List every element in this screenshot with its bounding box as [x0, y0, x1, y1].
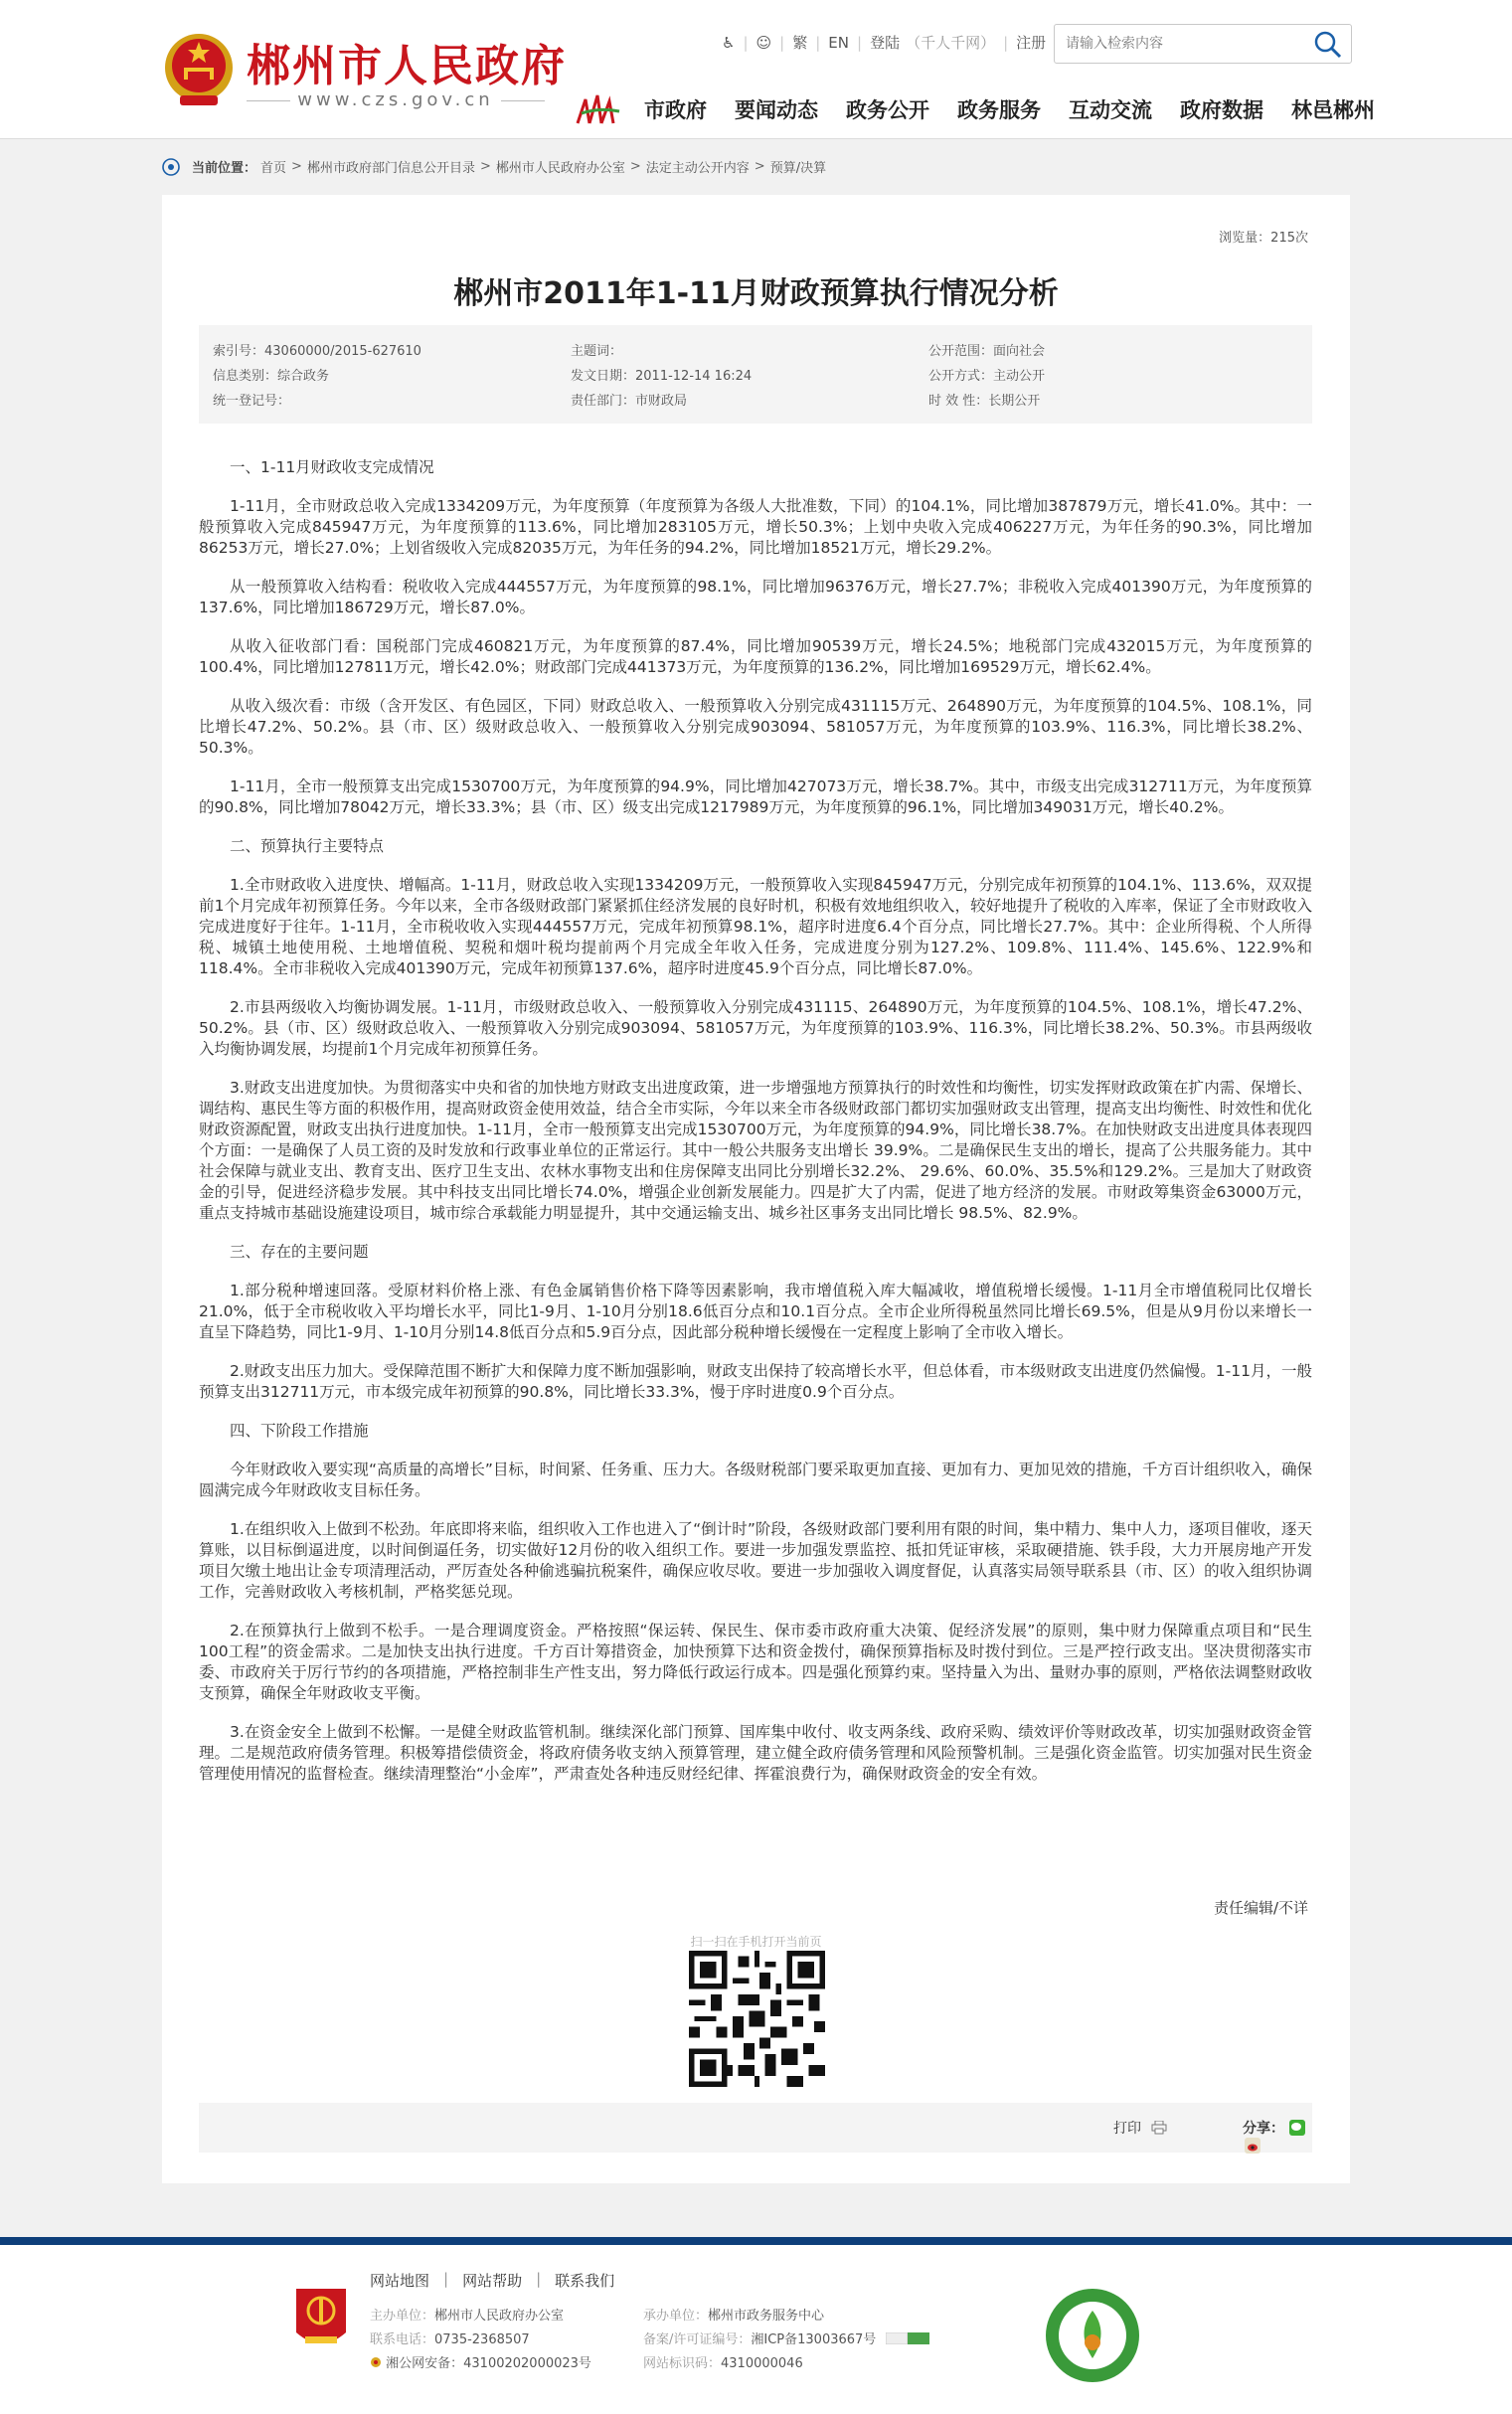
english-link[interactable]: EN — [828, 33, 849, 52]
meta-method: 公开方式：主动公开 — [928, 369, 1046, 384]
article-paragraph: 1.全市财政收入进度快、增幅高。1-11月，财政总收入实现1334209万元，一般预算收入实现845947万元，分别完成年初预算的104.1%、113.6%，双双提前1个月完成年初预算任务。今年以来，全市各级财政部门紧紧抓住经济发展的良好时机，积极有效地组织收入，较好地提升了税收的入库率，保证了全市财政收入完成进度好于往年。1-11月，全市税收收入实现444557万元，完成年初预算98.1%，超序时进度6.4个百分点，同比增长27.7%。其中：企业所得税、个人所得税、城镇土地使用税、土地增值税、契税和烟叶税均提前两个月完成全年收入任务，完成进度分别为127.2%、109.8%、111.4%、145.6%、122.9%和118.4%。全市非税收入完成401390万元，完成年初预算137.6%，超序时进度45.9个百分点，同比增长87.0%。 — [199, 876, 1312, 977]
top-links: ♿ | ☺ | 繁 | EN | 登陆 （千人千网） | 注册 — [722, 33, 1047, 52]
traditional-link[interactable]: 繁 — [792, 34, 808, 52]
article-paragraph: 2.财政支出压力加大。受保障范围不断扩大和保障力度不断加强影响，财政支出保持了较高增长水平，但总体看，市本级财政支出进度仍然偏慢。1-11月，一般预算支出312711万元，市本级完成年初预算的90.8%，同比增长33.3%，慢于序时进度0.9个百分点。 — [199, 1362, 1312, 1401]
view-count: 浏览量：215次 — [1219, 231, 1308, 246]
meta-unified-no: 统一登记号： — [213, 394, 291, 409]
breadcrumb-item[interactable]: 郴州市人民政府办公室 — [495, 161, 625, 176]
national-emblem-icon[interactable] — [162, 28, 236, 109]
article-paragraph: 从收入级次看：市级（含开发区、有色园区，下同）财政总收入、一般预算收入分别完成431115万元、264890万元，为年度预算的104.5%、108.1%，同比增长47.2%、50.2%。县（市、区）级财政总收入、一般预算收入分别完成903094、581057万元，为年度预算的103.9%、116.3%，同比增长38.2%、50.3%。 — [199, 697, 1312, 757]
article-paragraph: 3.财政支出进度加快。为贯彻落实中央和省的加快地方财政支出进度政策，进一步增强地方预算执行的时效性和均衡性，切实发挥财政政策在扩内需、保增长、调结构、惠民生等方面的积极作用，提高财政资金使用效益，结合全市实际，今年以来全市各级财政部门都切实加强财政支出管理，提高支出均衡性、时效性和优化财政资源配置，财政支出执行进度加快。1-11月，全市一般预算支出完成1530700万元，为年度预算的94.9%，同比增长38.7%。在加快财政支出进度具体表现四个方面：一是确保了人员工资的及时发放和行政事业单位的正常运行。其中一般公共服务支出增长 39.9%。二是确保民生支出的增长，提高了公共服务能力。其中社会保障与就业支出、教育支出、医疗卫生支出、农林水事物支出和住房保障支出同比分别增长32.2%、 29.6%、60.0%、35.5%和129.2%。三是加大了财政资金的引导，促进经济稳步发展。其中科技支出同比增长74.0%，增强企业创新发展能力。四是扩大了内需，促进了地方经济的发展。市财政筹集资金63000万元，重点支持城市基础设施建设项目，城市综合承载能力明显提升，其中交通运输支出、城乡社区事务支出同比增长 98.5%、82.9%。 — [199, 1079, 1312, 1222]
breadcrumb-item[interactable]: 首页 — [260, 161, 287, 176]
login-link[interactable]: 登陆 — [870, 34, 901, 52]
nav-item[interactable]: 要闻动态 — [735, 98, 818, 122]
section-heading: 一、1-11月财政收支完成情况 — [230, 458, 434, 476]
article-container — [162, 195, 1350, 2183]
civilized-city-badge-icon[interactable] — [1044, 2287, 1141, 2384]
search-icon[interactable] — [1313, 30, 1343, 60]
forest-city-logo-icon — [572, 89, 627, 129]
meta-index-no: 索引号：43060000/2015-627610 — [213, 344, 421, 359]
footer-police-record[interactable]: 湘公网安备：43100202000023号 — [370, 2352, 591, 2371]
section-heading: 三、存在的主要问题 — [230, 1243, 369, 1261]
meta-subject: 主题词： — [571, 344, 623, 359]
weibo-share-icon[interactable] — [1245, 2138, 1260, 2154]
meta-validity: 时 效 性：长期公开 — [928, 394, 1041, 409]
nav-item[interactable]: 互动交流 — [1069, 98, 1152, 122]
footer-phone: 联系电话：0735-2368507 — [370, 2332, 530, 2347]
wechat-share-icon[interactable] — [1289, 2120, 1305, 2136]
site-name[interactable]: 郴州市人民政府 — [247, 41, 567, 91]
meta-department: 责任部门：市财政局 — [571, 394, 688, 409]
nav-item[interactable]: 市政府 — [644, 98, 707, 122]
section-heading: 四、下阶段工作措施 — [230, 1422, 369, 1440]
article-paragraph: 1.在组织收入上做到不松劲。年底即将来临，组织收入工作也进入了“倒计时”阶段，各级财政部门要利用有限的时间，集中精力、集中人力，逐项目催收，逐天算账，以目标倒逼进度，以时间倒逼任务，切实做好12月份的收入组织工作。要进一步加强发票监控、抵扣凭证审核，采取硬措施、铁手段，大力开展房地产开发项目欠缴土地出让金专项清理活动，严厉查处各种偷逃骗抗税案件，确保应收尽收。要进一步加强收入调度督促，认真落实局领导联系县（市、区）的收入组织协调工作，完善财政收入考核机制，严格奖惩兑现。 — [199, 1520, 1312, 1601]
footer-organizer: 承办单位：郴州市政务服务中心 — [643, 2309, 825, 2324]
login-note: （千人千网） — [906, 34, 996, 52]
article-paragraph: 2.市县两级收入均衡协调发展。1-11月，市级财政总收入、一般预算收入分别完成431115、264890万元，为年度预算的104.5%、108.1%，增长47.2%、50.2%。县（市、区）级财政总收入、一般预算收入分别完成903094、581057万元，为年度预算的103.9%、116.3%，同比增长38.2%、50.3%。市县两级收入均衡协调发展，均提前1个月完成年初预算任务。 — [199, 998, 1312, 1058]
qr-label: 扫一扫在手机打开当前页 — [690, 1935, 822, 1949]
party-government-badge-icon[interactable] — [291, 2285, 351, 2354]
breadcrumb-item[interactable]: 预算/决算 — [769, 161, 827, 176]
article-paragraph: 1-11月，全市财政总收入完成1334209万元，为年度预算（年度预算为各级人大批准数，下同）的104.1%，同比增加387879万元，增长41.0%。其中：一般预算收入完成845947万元，为年度预算的113.6%，同比增加283105万元，增长50.3%；上划中央收入完成406227万元，为年任务的90.3%，同比增加86253万元，增长27.0%；上划省级收入完成82035万元，为年任务的94.2%，同比增加18521万元，增长29.2%。 — [199, 497, 1312, 557]
site-footer — [0, 2237, 1512, 2414]
article-paragraph: 1.部分税种增速回落。受原材料价格上涨、有色金属销售价格下降等因素影响，我市增值税入库大幅减收，增值税增长缓慢。1-11月全市增值税同比仅增长21.0%，低于全市税收收入平均增长水平，同比1-9月、1-10月分别18.6低百分点和10.1百分点。全市企业所得税虽然同比增长69.5%，但是从9月份以来增长一直呈下降趋势，同比1-9月、1-10月分别14.8低百分点和5.9百分点，因此部分税种增长缓慢在一定程度上影响了全市收入增长。 — [199, 1282, 1312, 1341]
print-label: 打印 — [1113, 2121, 1141, 2137]
cnzz-badge-icon — [886, 2332, 929, 2344]
share-label: 分享： — [1243, 2121, 1284, 2137]
breadcrumb-label: 当前位置： — [192, 161, 257, 176]
share-area — [1243, 2118, 1312, 2155]
qr-code-icon — [689, 1951, 825, 2087]
location-pin-icon — [162, 158, 180, 176]
site-header — [0, 0, 1512, 139]
article-body — [199, 457, 1312, 1803]
nav-item[interactable]: 政务公开 — [846, 98, 929, 122]
printer-icon — [1151, 2121, 1167, 2135]
register-link[interactable]: 注册 — [1016, 34, 1047, 52]
nav-item[interactable]: 林邑郴州 — [1291, 98, 1375, 122]
search-input[interactable] — [1055, 25, 1293, 63]
main-nav — [644, 94, 1375, 124]
article-paragraph: 3.在资金安全上做到不松懈。一是健全财政监管机制。继续深化部门预算、国库集中收付、收支两条线、政府采购、绩效评价等财政改革，切实加强财政资金管理。二是规范政府债务管理。积极筹措偿债资金，将政府债务收支纳入预算管理，建立健全政府债务管理和风险预警机制。三是强化资金监管。切实加强对民生资金管理使用情况的监督检查。继续清理整治“小金库”，严肃查处各种违反财经纪律、挥霍浪费行为，确保财政资金的安全有效。 — [199, 1723, 1312, 1783]
meta-scope: 公开范围：面向社会 — [928, 344, 1046, 359]
elderly-mode-icon[interactable]: ☺ — [756, 33, 772, 52]
meta-category: 信息类别：综合政务 — [213, 369, 330, 384]
article-paragraph: 2.在预算执行上做到不松手。一是合理调度资金。严格按照“保运转、保民生、保市委市政府重大决策、促经济发展”的原则，集中财力保障重点项目和“民生100工程”的资金需求。二是加快支出执行进度。千方百计筹措资金，加快预算下达和资金拨付，确保预算指标及时拨付到位。三是严控行政支出。坚决贯彻落实市委、市政府关于厉行节约的各项措施，严格控制非生产性支出，努力降低行政运行成本。四是强化预算约束。坚持量入为出、量财办事的原则，严格依法调整财政收支预算，确保全年财政收支平衡。 — [199, 1622, 1312, 1702]
article-paragraph: 1-11月，全市一般预算支出完成1530700万元，为年度预算的94.9%，同比增加427073万元，增长38.7%。其中，市级支出完成312711万元，为年度预算的90.8%，同比增加78042万元，增长33.3%；县（市、区）级支出完成1217989万元，为年度预算的96.1%，同比增加349031万元，增长40.2%。 — [199, 777, 1312, 816]
footer-link-contact[interactable]: 联系我们 — [555, 2272, 615, 2290]
footer-link-help[interactable]: 网站帮助 — [462, 2272, 523, 2290]
police-badge-icon — [370, 2356, 382, 2368]
breadcrumb-item[interactable]: 法定主动公开内容 — [645, 161, 750, 176]
breadcrumb-item[interactable]: 郴州市政府部门信息公开目录 — [306, 161, 475, 176]
article-paragraph: 从一般预算收入结构看：税收收入完成444557万元，为年度预算的98.1%，同比增加96376万元，增长27.7%；非税收入完成401390万元，为年度预算的137.6%，同比增加186729万元，增长87.0%。 — [199, 578, 1312, 616]
footer-links: 网站地图 | 网站帮助 | 联系我们 — [370, 2270, 615, 2290]
section-heading: 二、预算执行主要特点 — [230, 837, 385, 855]
article-paragraph: 从收入征收部门看：国税部门完成460821万元，为年度预算的87.4%，同比增加90539万元，增长24.5%；地税部门完成432015万元，为年度预算的100.4%，同比增加127811万元，增长42.0%；财政部门完成441373万元，为年度预算的136.2%，同比增加169529万元，增长62.4%。 — [199, 637, 1312, 676]
accessibility-icon[interactable]: ♿ — [722, 33, 736, 52]
site-url: www.czs.gov.cn — [247, 89, 545, 110]
article-paragraph: 今年财政收入要实现“高质量的高增长”目标，时间紧、任务重、压力大。各级财税部门要采取更加直接、更加有力、更加见效的措施，千方百计组织收入，确保圆满完成今年财政收支目标任务。 — [199, 1461, 1312, 1499]
footer-icp[interactable]: 备案/许可证编号：湘ICP备13003667号 — [643, 2328, 929, 2347]
nav-item[interactable]: 政务服务 — [957, 98, 1041, 122]
footer-site-id: 网站标识码：4310000046 — [643, 2356, 803, 2371]
nav-item[interactable]: 政府数据 — [1180, 98, 1263, 122]
editor-credit: 责任编辑/不详 — [1213, 1899, 1308, 1917]
breadcrumb: 当前位置： 首页 > 郴州市政府部门信息公开目录 > 郴州市人民政府办公室 > 法定主动公开内容 > 预算/决算 — [162, 157, 826, 176]
footer-sponsor: 主办单位：郴州市人民政府办公室 — [370, 2309, 565, 2324]
article-toolbar — [199, 2103, 1312, 2153]
page-title: 郴州市2011年1-11月财政预算执行情况分析 — [453, 276, 1059, 311]
footer-link-sitemap[interactable]: 网站地图 — [370, 2272, 430, 2290]
article-meta — [199, 325, 1312, 424]
print-button[interactable] — [1113, 2118, 1167, 2138]
search-box — [1054, 24, 1352, 64]
meta-publish-date: 发文日期：2011-12-14 16:24 — [571, 369, 753, 384]
